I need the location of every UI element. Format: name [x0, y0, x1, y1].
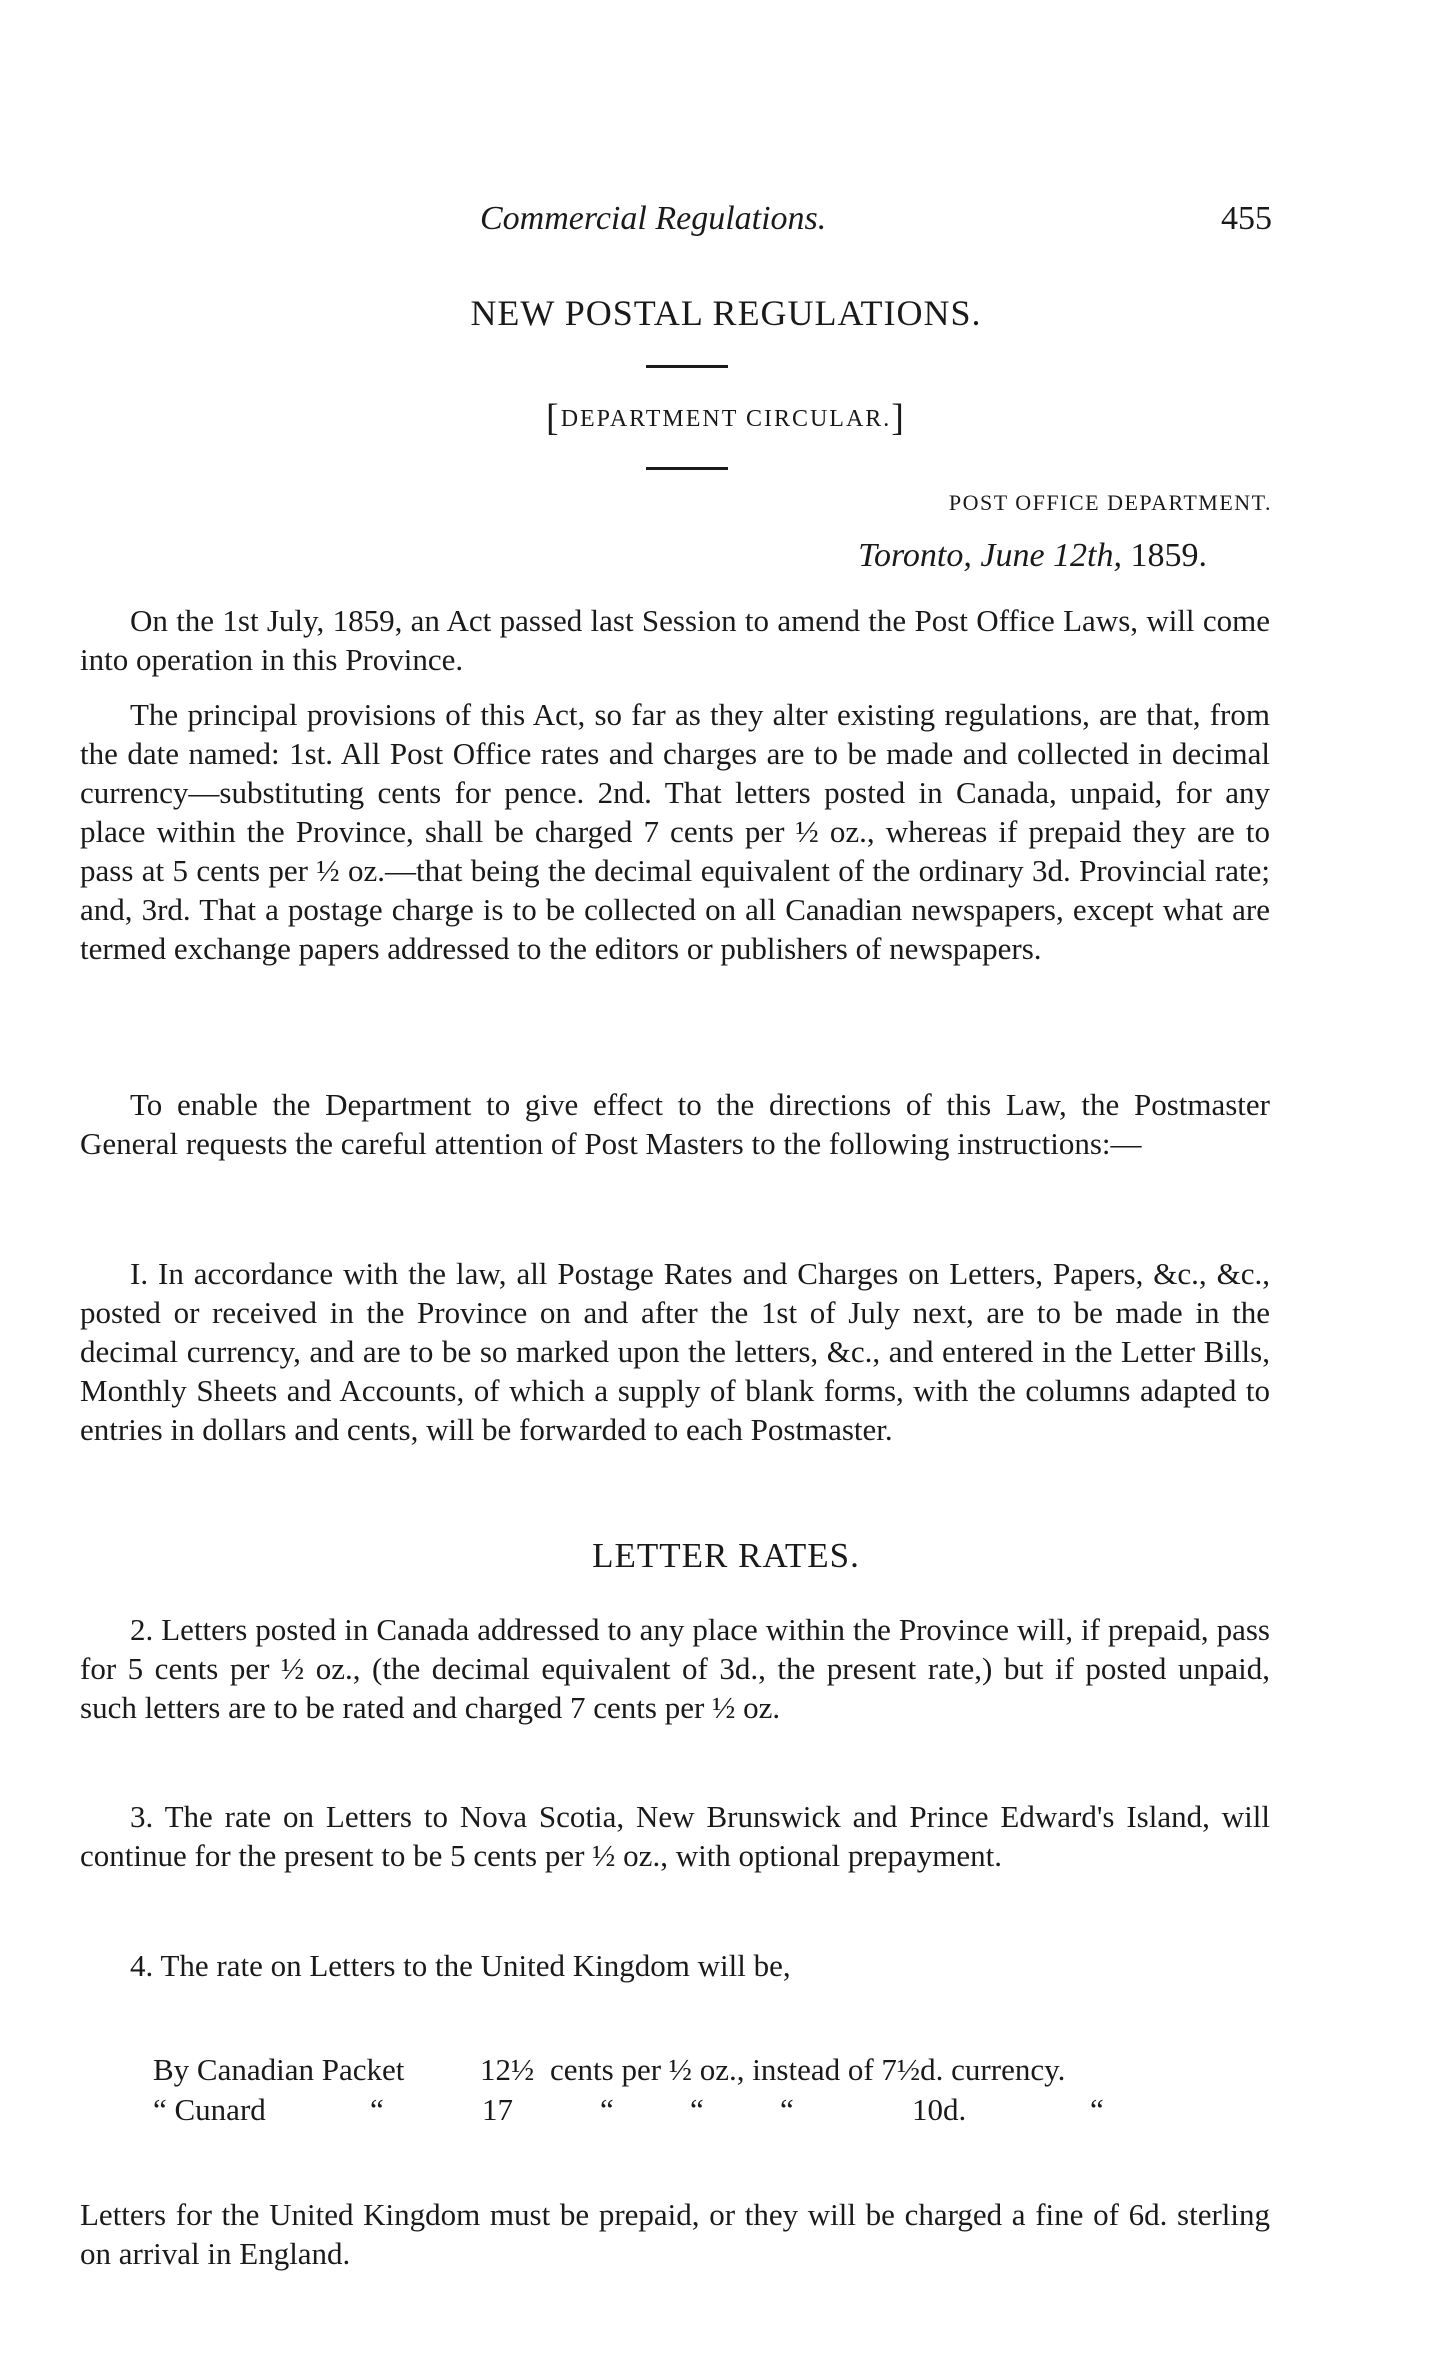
circular-label: [0, 392, 1452, 439]
main-title: NEW POSTAL REGULATIONS.: [470, 293, 982, 333]
ditto-mark: “: [370, 2092, 384, 2127]
paragraph-8: [80, 2195, 1270, 2273]
department-label: POST OFFICE DEPARTMENT.: [948, 490, 1272, 515]
paragraph-1: [80, 601, 1270, 679]
rate-carrier: “ Cunard: [153, 2092, 266, 2127]
paragraph-6: [80, 1797, 1270, 1875]
rate-amount: 12½: [480, 2052, 535, 2087]
ditto-mark: “: [780, 2092, 794, 2127]
paragraph-text: On the 1st July, 1859, an Act passed last Session to amend the Post Office Laws, will come into operation in this Province.: [80, 603, 1270, 677]
paragraph-4: [80, 1254, 1270, 1449]
dateline-year: 1859.: [1130, 537, 1207, 574]
open-bracket: [: [546, 397, 561, 439]
paragraph-2: [80, 695, 1270, 968]
paragraph-text: To enable the Department to give effect to the directions of this Law, the Postmaster General requests the careful attention of Post Masters to the following instructions:—: [80, 1087, 1270, 1161]
dateline-place-date: Toronto, June 12th,: [858, 537, 1122, 574]
rate-carrier: By Canadian Packet: [153, 2052, 405, 2087]
ditto-mark: “: [1090, 2092, 1104, 2127]
close-bracket: ]: [891, 397, 906, 439]
circular-text: DEPARTMENT CIRCULAR.: [560, 406, 892, 432]
rate-amount: 17: [482, 2092, 513, 2127]
paragraph-text: The principal provisions of this Act, so far as they alter existing regulations, are that, from the date named: 1st. All Post Office rates and charges are to be made and collected in decimal currency—substituting cents for pence. 2nd. That letters posted in Canada, unpaid, for any place within the Province, shall be charged 7 cents per ½ oz., whereas if prepaid they are to pass at 5 cents per ½ oz.—that being the decimal equivalent of the ordinary 3d. Provincial rate; and, 3rd. That a postage charge is to be collected on all Canadian newspapers, except what are termed exchange papers addressed to the editors or publishers of newspapers.: [80, 697, 1270, 966]
ditto-mark: “: [600, 2092, 614, 2127]
rate-row-cunard: [80, 2090, 1270, 2130]
paragraph-text: Letters for the United Kingdom must be prepaid, or they will be charged a fine of 6d. sterling on arrival in England.: [80, 2197, 1270, 2271]
rate-old-amount: 10d.: [912, 2092, 967, 2127]
paragraph-text: I. In accordance with the law, all Postage Rates and Charges on Letters, Papers, &c., &c., posted or received in the Province on and after the 1st of July next, are to be made in the decimal currency, and are to be so marked upon the letters, &c., and entered in the Letter Bills, Monthly Sheets and Accounts, of which a supply of blank forms, with the columns adapted to entries in dollars and cents, will be forwarded to each Postmaster.: [80, 1256, 1270, 1447]
running-title: Commercial Regulations.: [480, 200, 827, 237]
paragraph-7: [80, 1946, 1270, 1985]
paragraph-3: [80, 1085, 1270, 1163]
page-header: [0, 200, 1452, 250]
rate-row-canadian-packet: [80, 2050, 1270, 2090]
divider-rule: [646, 467, 728, 470]
section-title-letter-rates: LETTER RATES.: [592, 1536, 860, 1575]
paragraph-text: 2. Letters posted in Canada addressed to any place within the Province will, if prepaid, pass for 5 cents per ½ oz., (the decimal equivalent of 3d., the present rate,) but if posted unpaid, such letters are to be rated and charged 7 cents per ½ oz.: [80, 1612, 1270, 1725]
ditto-mark: “: [690, 2092, 704, 2127]
paragraph-text: 4. The rate on Letters to the United Kingdom will be,: [130, 1948, 791, 1983]
rate-detail: cents per ½ oz., instead of 7½d. currency.: [550, 2052, 1066, 2087]
page-number: 455: [1221, 200, 1272, 237]
paragraph-text: 3. The rate on Letters to Nova Scotia, New Brunswick and Prince Edward's Island, will continue for the present to be 5 cents per ½ oz., with optional prepayment.: [80, 1799, 1270, 1873]
paragraph-5: [80, 1610, 1270, 1727]
dateline: [858, 537, 1207, 575]
divider-rule: [646, 365, 728, 368]
